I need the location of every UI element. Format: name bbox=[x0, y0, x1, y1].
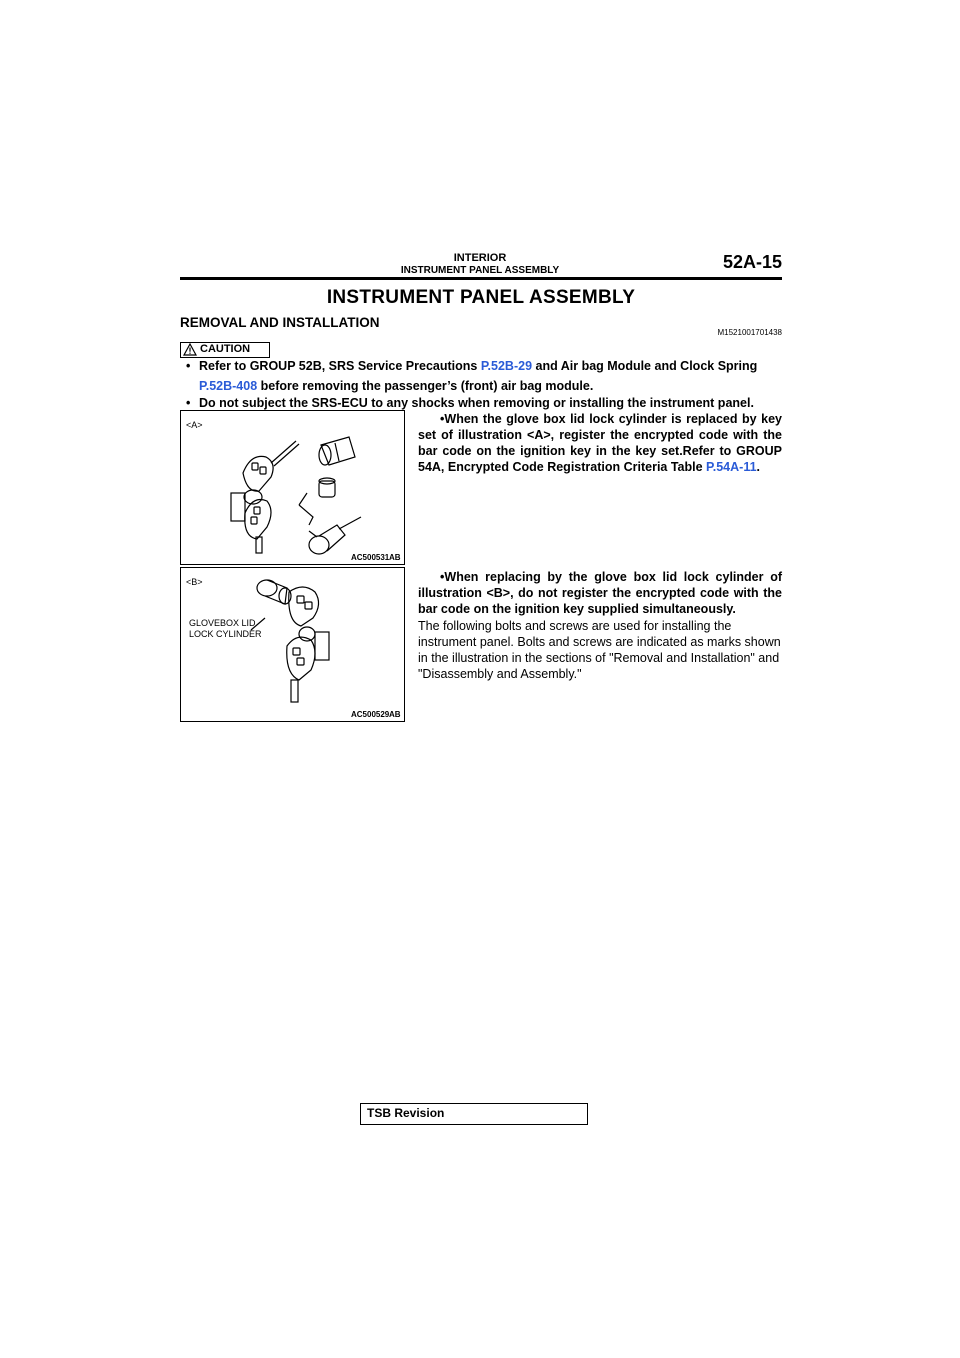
bullet-dot: • bbox=[186, 396, 191, 410]
figure-b-callout-line1: GLOVEBOX LID bbox=[189, 618, 256, 628]
note-a bbox=[418, 411, 782, 475]
reference-code: M1521001701438 bbox=[717, 328, 782, 337]
figure-a-suffix: AB bbox=[389, 553, 401, 562]
figure-b-callout-line2: LOCK CYLINDER bbox=[189, 629, 262, 639]
header-subsection: INSTRUMENT PANEL ASSEMBLY bbox=[400, 265, 560, 276]
figure-a-code: AC500531 bbox=[351, 553, 390, 562]
figure-a-label: <A> bbox=[186, 420, 203, 430]
figure-a bbox=[180, 410, 405, 565]
link-p54a-11[interactable]: P.54A-11 bbox=[706, 460, 757, 474]
figure-b bbox=[180, 567, 405, 722]
figure-b-label: <B> bbox=[186, 577, 203, 587]
caution-item-1 bbox=[199, 356, 783, 396]
caution-item-1-text-c: before removing the passenger’s (front) air bag module. bbox=[257, 379, 594, 393]
header-section: INTERIOR bbox=[453, 252, 507, 264]
warning-triangle-icon bbox=[183, 343, 197, 356]
glovebox-lock-cylinder-illustration bbox=[241, 574, 391, 714]
key-set-illustration bbox=[221, 433, 381, 555]
figure-b-code: AC500529 bbox=[351, 710, 390, 719]
caution-label: CAUTION bbox=[200, 343, 251, 355]
note-a-bullet: • bbox=[440, 412, 445, 426]
caution-item-2: Do not subject the SRS-ECU to any shocks when removing or installing the instrument panel. bbox=[199, 396, 754, 410]
note-a-tail: . bbox=[756, 460, 761, 474]
tsb-revision-label: TSB Revision bbox=[367, 1106, 445, 1120]
link-p52b-408[interactable]: P.52B-408 bbox=[199, 379, 258, 393]
page-number: 52A-15 bbox=[722, 252, 782, 272]
section-subtitle: REMOVAL AND INSTALLATION bbox=[180, 315, 380, 330]
page-title: INSTRUMENT PANEL ASSEMBLY bbox=[326, 287, 636, 308]
caution-item-1-text-a: Refer to GROUP 52B, SRS Service Precautions bbox=[199, 359, 481, 373]
bolts-screws-paragraph: The following bolts and screws are used for installing the instrument panel. Bolts and screws are indicated as marks shown in the illustration in the sections of "Removal and Installation" and "Disassembly and Assembly." bbox=[418, 619, 781, 681]
figure-b-suffix: AB bbox=[389, 710, 401, 719]
link-p52b-29[interactable]: P.52B-29 bbox=[480, 359, 533, 373]
bullet-dot: • bbox=[186, 359, 191, 373]
header-rule bbox=[180, 277, 782, 280]
note-b-text: When replacing by the glove box lid lock cylinder of illustration <B>, do not register the encrypted code with the bar code on the ignition key supplied simultaneously. bbox=[418, 570, 782, 616]
note-b bbox=[418, 569, 782, 617]
note-a-text: When the glove box lid lock cylinder is replaced by key set of illustration <A>, register the encrypted code with the bar code on the ignition key in the key set.Refer to GROUP 54A, Encrypted Code Registration Criteria Table bbox=[418, 412, 782, 474]
caution-item-1-text-b: and Air bag Module and Clock Spring bbox=[532, 359, 758, 373]
note-b-bullet: • bbox=[440, 570, 445, 584]
